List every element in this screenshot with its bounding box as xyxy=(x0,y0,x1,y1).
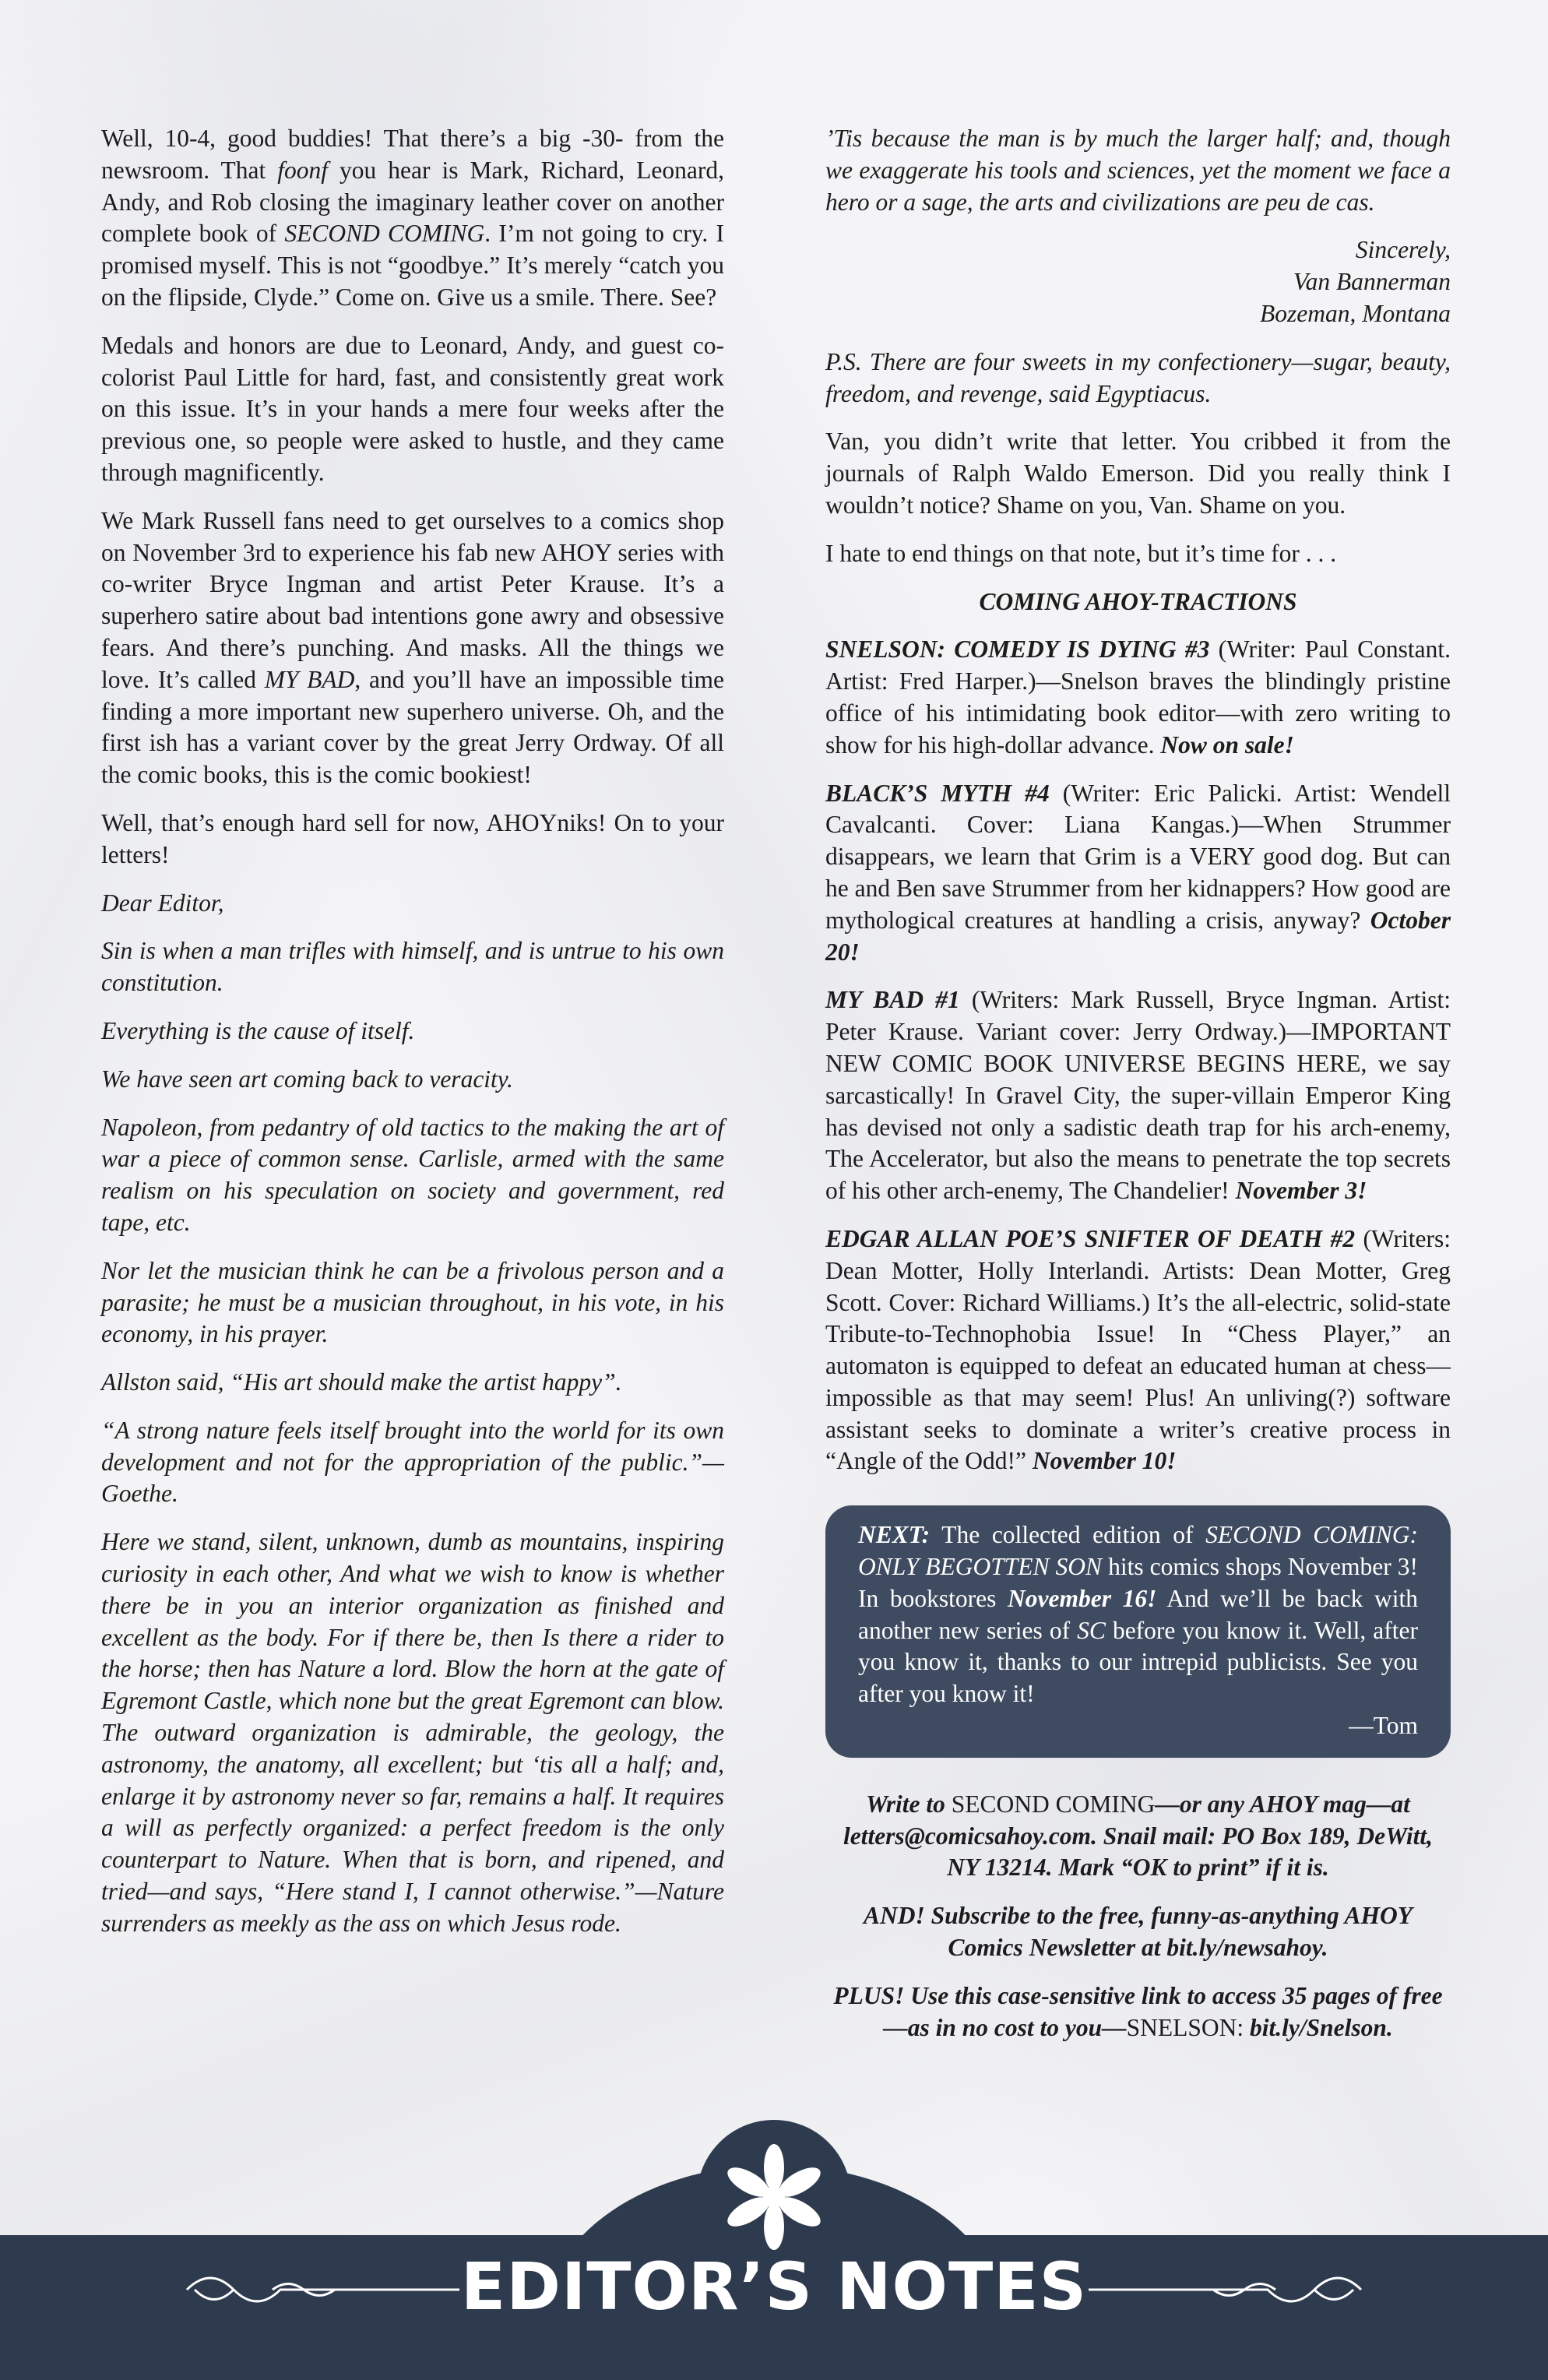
listing-my-bad: MY BAD #1 (Writers: Mark Russell, Bryce Ingman. Artist: Peter Krause. Variant cover: Jerry Ordway.)—IMPORTANT NEW COMIC BOOK UNIVERSE BEGINS HERE, we say sarcastically! In Gravel City, the super-villain Emperor King has devised not only a sadistic death trap for his arch-enemy, The Accelerator, but also the means to penetrate the top secrets of his other arch-enemy, The Chandelier! November 3! xyxy=(825,986,1451,1205)
letter-salutation: Dear Editor, xyxy=(101,889,224,917)
listing-snelson: SNELSON: COMEDY IS DYING #3 (Writer: Paul Constant. Artist: Fred Harper.)—Snelson braves the blindingly pristine office of his intimidating book editor—with zero writing to show for his high-dollar advance. Now on sale! xyxy=(825,635,1451,759)
write-to-line: Write to SECOND COMING—or any AHOY mag—at letters@comicsahoy.com. Snail mail: PO Box 189, DeWitt, NY 13214. Mark “OK to print” if it is. xyxy=(843,1790,1434,1882)
signoff-name: Van Bannerman xyxy=(1293,268,1451,296)
letter-signoff xyxy=(825,234,1451,329)
coming-attractions-heading: COMING AHOY-TRACTIONS xyxy=(979,587,1297,615)
letter-line: Napoleon, from pedantry of old tactics to the making the art of war a piece of common sense. Carlisle, armed with the same realism on his speculation on society and government, red tape, etc. xyxy=(101,1113,724,1236)
letters-intro-paragraph: Well, that’s enough hard sell for now, AHOYniks! On to your letters! xyxy=(101,808,724,868)
contact-info xyxy=(825,1789,1451,2044)
subscribe-line: AND! Subscribe to the free, funny-as-anything AHOY Comics Newsletter at bit.ly/newsahoy. xyxy=(863,1902,1413,1962)
footer-title: EDITOR’S NOTES xyxy=(460,2248,1088,2325)
letter-line: “A strong nature feels itself brought into the world for its own development and not for the appropriation of the public.”—Goethe. xyxy=(101,1416,724,1508)
signoff-line: Sincerely, xyxy=(1355,236,1451,264)
letter-line: Sin is when a man trifles with himself, and is untrue to his own constitution. xyxy=(101,937,724,997)
plus-line: PLUS! Use this case-sensitive link to access 35 pages of free—as in no cost to you—SNELSON: bit.ly/Snelson. xyxy=(833,1981,1443,2041)
my-bad-promo-paragraph: We Mark Russell fans need to get ourselves to a comics shop on November 3rd to experience his fab new AHOY series with co-writer Bryce Ingman and artist Peter Krause. It’s a superhero satire about bad intentions gone awry and obsessive fears. And there’s punching. And masks. All the things we love. It’s called MY BAD, and you’ll have an impossible time finding a more important new superhero universe. Oh, and the first ish has a variant cover by the great Jerry Ordway. Of all the comic books, this is the comic bookiest! xyxy=(101,506,724,789)
intro-paragraph: Well, 10-4, good buddies! That there’s a big -30- from the newsroom. That foonf you hear is Mark, Richard, Leonard, Andy, and Rob closing the imaginary leather cover on another complete book of SECOND COMING. I’m not going to cry. I promised myself. This is not “goodbye.” It’s merely “catch you on the flipside, Clyde.” Come on. Give us a smile. There. See? xyxy=(101,125,724,311)
left-column xyxy=(101,123,724,1956)
editor-reply: Van, you didn’t write that letter. You cribbed it from the journals of Ralph Waldo Emerson. Did you really think I wouldn’t notice? Shame on you, Van. Shame on you. xyxy=(825,428,1451,519)
signoff-location: Bozeman, Montana xyxy=(1260,299,1451,327)
letter-line: Here we stand, silent, unknown, dumb as mountains, inspiring curiosity in each other, And what we wish to know is whether there be in you an interior organization as finished and excellent as the body. For if there be, then Is there a rider to the horse; then has Nature a lord. Blow the horn at the gate of Egremont Castle, which none but the great Egremont can blow. The outward organization is admirable, the geology, the astronomy, the anatomy, all excellent; but ‘tis all a half; and, enlarge it by astronomy never so far, remains a half. It requires a will as perfectly organized: a perfect freedom is the only counterpart to Nature. When that is born, and ripened, and tried—and says, “Here stand I, I cannot otherwise.”—Nature surrenders as meekly as the ass on which Jesus rode. xyxy=(101,1528,724,1937)
letter-continued: ’Tis because the man is by much the larger half; and, though we exaggerate his tools and sciences, yet the moment we face a hero or a sage, the arts and civilizations are peu de cas. xyxy=(825,125,1451,216)
listing-snifter-of-death: EDGAR ALLAN POE’S SNIFTER OF DEATH #2 (Writers: Dean Motter, Holly Interlandi. Artists: Dean Motter, Greg Scott. Cover: Richard Williams.) It’s the all-electric, solid-state Tribute-to-Technophobia Issue! In “Chess Player,” an automaton is equipped to defeat an educated human at chess—impossible as that may seem! Plus! An unliving(?) software assistant seeks to dominate a writer’s creative process in “Angle of the Odd!” November 10! xyxy=(825,1224,1451,1475)
listing-blacks-myth: BLACK’S MYTH #4 (Writer: Eric Palicki. Artist: Wendell Cavalcanti. Cover: Liana Kangas.)—When Strummer disappears, we learn that Grim is a VERY good dog. But can he and Ben save Strummer from her kidnappers? How good are mythological creatures at handling a crisis, anyway? October 20! xyxy=(825,779,1451,966)
next-issue-box xyxy=(825,1505,1451,1758)
letter-ps: P.S. There are four sweets in my confectionery—sugar, beauty, freedom, and revenge, said Egyptiacus. xyxy=(825,347,1451,407)
next-issue-signature: —Tom xyxy=(1349,1712,1418,1740)
letter-line: Everything is the cause of itself. xyxy=(101,1016,415,1044)
right-column xyxy=(825,123,1451,2060)
letter-line: We have seen art coming back to veracity. xyxy=(101,1065,513,1093)
letter-line: Nor let the musician think he can be a frivolous person and a parasite; he must be a musician throughout, in his vote, in his economy, in his prayer. xyxy=(101,1256,724,1348)
editor-reply-transition: I hate to end things on that note, but it’s time for . . . xyxy=(825,539,1337,567)
credits-paragraph: Medals and honors are due to Leonard, Andy, and guest co-colorist Paul Little for hard, fast, and consistently great work on this issue. It’s in your hands a mere four weeks after the previous one, so people were asked to hustle, and they came through magnificently. xyxy=(101,331,724,486)
letter-line: Allston said, “His art should make the artist happy”. xyxy=(101,1368,622,1396)
next-issue-text: NEXT: The collected edition of SECOND COMING: ONLY BEGOTTEN SON hits comics shops November 3! In bookstores November 16! And we’ll be back with another new series of SC before you know it. Well, after you know it, thanks to our intrepid publicists. See you after you know it! xyxy=(858,1521,1418,1708)
